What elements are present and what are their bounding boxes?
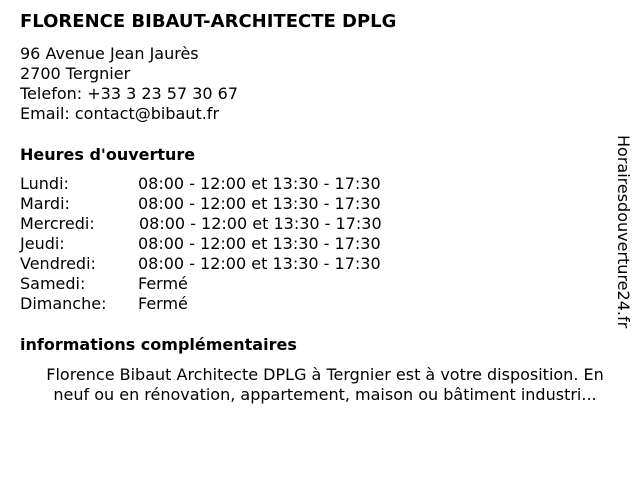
time-value: 08:00 - 12:00 et 13:30 - 17:30 [138, 254, 381, 273]
time-value: Fermé [138, 274, 188, 293]
time-value: 08:00 - 12:00 et 13:30 - 17:30 [139, 214, 382, 233]
time-value: Fermé [138, 294, 188, 313]
info-line: Florence Bibaut Architecte DPLG à Tergnier est à votre disposition. En [46, 365, 604, 384]
day-label: Dimanche: [20, 294, 107, 313]
day-label: Jeudi: [20, 234, 65, 253]
address-street: 96 Avenue Jean Jaurès [20, 44, 199, 63]
day-label: Samedi: [20, 274, 86, 293]
time-value: 08:00 - 12:00 et 13:30 - 17:30 [138, 194, 381, 213]
hours-heading: Heures d'ouverture [20, 145, 196, 164]
day-label: Lundi: [20, 174, 69, 193]
info-text [19, 365, 631, 405]
watermark-text: Horairesdouverture24.fr [614, 135, 633, 329]
info-heading: informations complémentaires [20, 335, 297, 354]
email-address: Email: contact@bibaut.fr [20, 104, 220, 123]
address-city: 2700 Tergnier [20, 64, 131, 83]
phone-number: Telefon: +33 3 23 57 30 67 [20, 84, 239, 103]
business-title: FLORENCE BIBAUT-ARCHITECTE DPLG [20, 11, 397, 32]
info-line: neuf ou en rénovation, appartement, maison ou bâtiment industri... [53, 385, 597, 404]
contact-block [20, 44, 238, 124]
time-value: 08:00 - 12:00 et 13:30 - 17:30 [138, 174, 381, 193]
day-label: Vendredi: [20, 254, 96, 273]
day-label: Mardi: [20, 194, 70, 213]
day-label: Mercredi: [20, 214, 95, 233]
time-value: 08:00 - 12:00 et 13:30 - 17:30 [138, 234, 381, 253]
